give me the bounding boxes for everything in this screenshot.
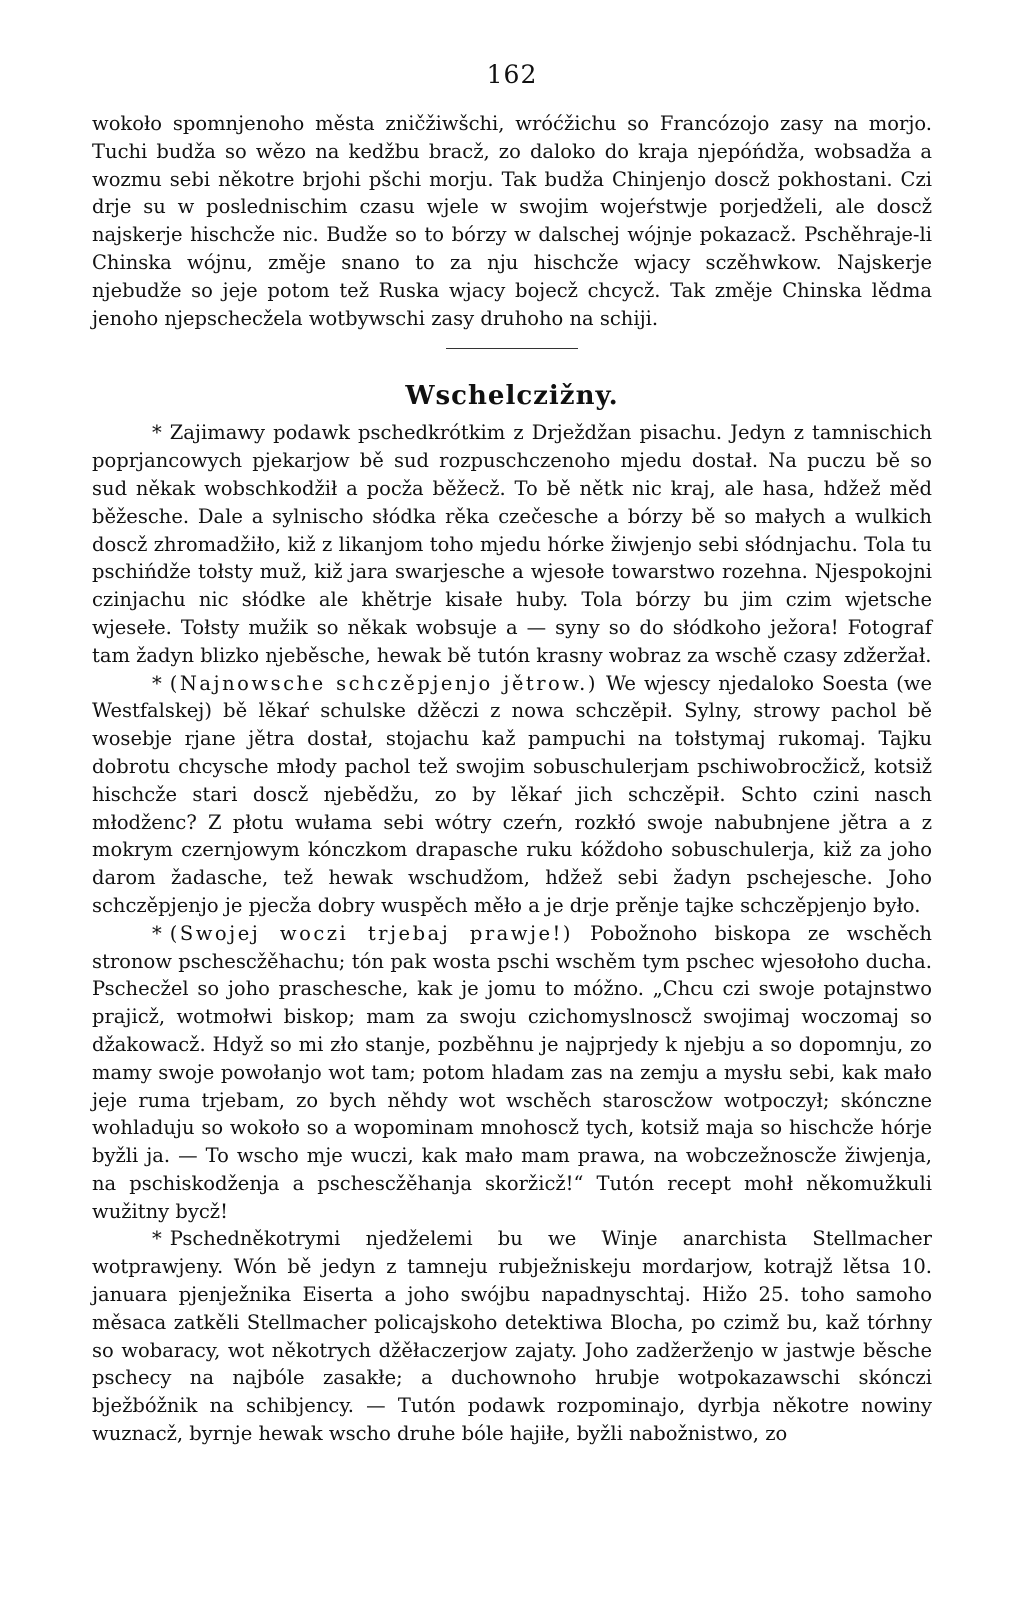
item-star: * — [152, 671, 162, 695]
news-item — [92, 1225, 932, 1447]
document-page — [92, 58, 932, 1448]
news-item — [92, 419, 932, 669]
item-title: (Swojej woczi trjebaj prawje!) — [169, 921, 573, 945]
section-heading: Wschelczižny. — [405, 381, 619, 412]
item-star: * — [152, 421, 162, 445]
news-item — [92, 920, 932, 1226]
item-text: Pobožnoho biskopa ze wschěch stronow pschescžěhachu; tón pak wosta pschi wschěm tym pschec wjesołoho ducha. Pschecžel so joho praschesche, kak je jomu to móžno. „Chcu czi swoje potajnstwo prajicž, wotmołwi biskop; mam za swoju czichomyslnoscž swojimaj woczomaj so džakowacž. Hdyž so mi zło stanje, pozběhnu je najprjedy k njebju a so dopomnju, zo mamy swoje powołanjo wot tam; potom hladam zas na zemju a mysłu sebi, kak mało jeje ruma trjebam, zo bych něhdy wot wschěch staroscžow wotpoczył; skónczne wohladuju so wokoło so a wopominam mnohoscž tych, kotsiž maja so hischcže hórje byžli ja. — To wscho mje wuczi, kak mało mam prawa, na wobczežnoscže žiwjenja, na pschiskodženja a pschescžěhanja skoržicž!“ Tutón recept mohł někomužkuli wužitny bycž! — [92, 921, 932, 1223]
item-text: Zajimawy podawk pschedkrótkim z Drježdžan pisachu. Jedyn z tamnischich poprjancowych pjekarjow bě sud rozpuschczenoho mjedu dostał. Na puczu bě so sud někak wobschkodžił a pocža běžecž. To bě nětk nic kraj, ale hasa, hdžež měd běžesche. Dale a sylnischo słódka rěka czečesche a bórzy bě so małych a wulkich doscž zhromadžiło, kiž z likanjom toho mjedu hórke žiwjenjo sebi słódnjachu. Tola tu pschińdže tołsty muž, kiž jara swarjesche a wjesołe towarstwo rozehna. Njespokojni czinjachu nic słódke ale khětrje kisałe huby. Tola bórzy bu jim czim wjetsche wjesełe. Tołsty mužik so někak wobsuje a — syny so do słódkoho ježora! Fotograf tam žadyn blizko njeběsche, hewak bě tutón krasny wobraz za wschě czasy zdžeržał. — [92, 421, 932, 667]
section-divider — [446, 348, 578, 349]
item-text: We wjescy njedaloko Soesta (we Westfalskej) bě lěkaŕ schulske džěczi z nowa schczěpił. Sylny, strowy pachol bě wosebje rjane jětra dostał, stojachu kaž pampuchi na tołstymaj rukomaj. Tajku dobrotu chcysche młody pachol tež swojim sobuschulerjam pschiwobrocžicž, kotsiž hischcže stari doscž njebědžu, zo by lěkaŕ jich schczěpił. Schto czini nasch młodženc? Z płotu wułama sebi wótry czeŕn, rozkłó swoje nabubnjene jětra a z mokrym czernjowym kónczkom drapasche ruku kóždoho sobuschulerja, kiž za joho darom žadasche, tež hewak wschudžom, hdžež sebi žadyn pschejesche. Joho schczěpjenjo je pjecža dobry wuspěch měło a je drje prěnje tajke schczěpjenjo było. — [92, 671, 933, 917]
page-number: 162 — [486, 60, 538, 89]
item-star: * — [152, 1227, 162, 1251]
intro-paragraph: wokoło spomnjenoho města zničžiwšchi, wróćžichu so Francózojo zasy na morjo. Tuchi budža so wězo na kedžbu bracž, zo daloko do kraja njepóńdža, wobsadža a wozmu sebi někotre brjohi pšchi morju. Tak budža Chinjenjo doscž pokhostani. Czi drje su w poslednischim czasu wjele w swojim wojeŕstwje porjedželi, ale doscž najskerje hischcže nic. Budže so to bórzy w dalschej wójnje pokazacž. Pschěhraje-li Chinska wójnu, změje snano to za nju hischcže wjacy sczěhwkow. Najskerje njebudže so jeje potom tež Ruska wjacy bojecž chcycž. Tak změje Chinska lědma jenoho njepschecžela wotbywschi zasy druhoho na schiji. — [92, 112, 932, 330]
item-text: Pschedněkotrymi njedželemi bu we Winje anarchista Stellmacher wotprawjeny. Wón bě jedyn z tamneju rubježniskeju mordarjow, kotrajž lětsa 10. januara pjenježnika Eiserta a joho swójbu napadnyschtaj. Hižo 25. toho samoho měsaca zatkěli Stellmacher policajskoho detektiwa Blocha, po czimž bu, kaž tórhny so wobaracy, wot někotrych džěłaczerjow zajaty. Joho zadžerženjo w jastwje běsche pschecy na najbóle zasakłe; a duchownoho hrubje wotpokazawschi skónczi bježbóžnik na schibjency. — Tutón podawk rozpominajo, dyrbja někotre nowiny wuznacž, byrnje hewak wscho druhe bóle hajiłe, byžli nabožnistwo, zo — [92, 1227, 932, 1446]
item-star: * — [152, 921, 162, 945]
news-item — [92, 670, 932, 920]
item-title: (Najnowsche schczěpjenjo jětrow.) — [169, 671, 598, 695]
